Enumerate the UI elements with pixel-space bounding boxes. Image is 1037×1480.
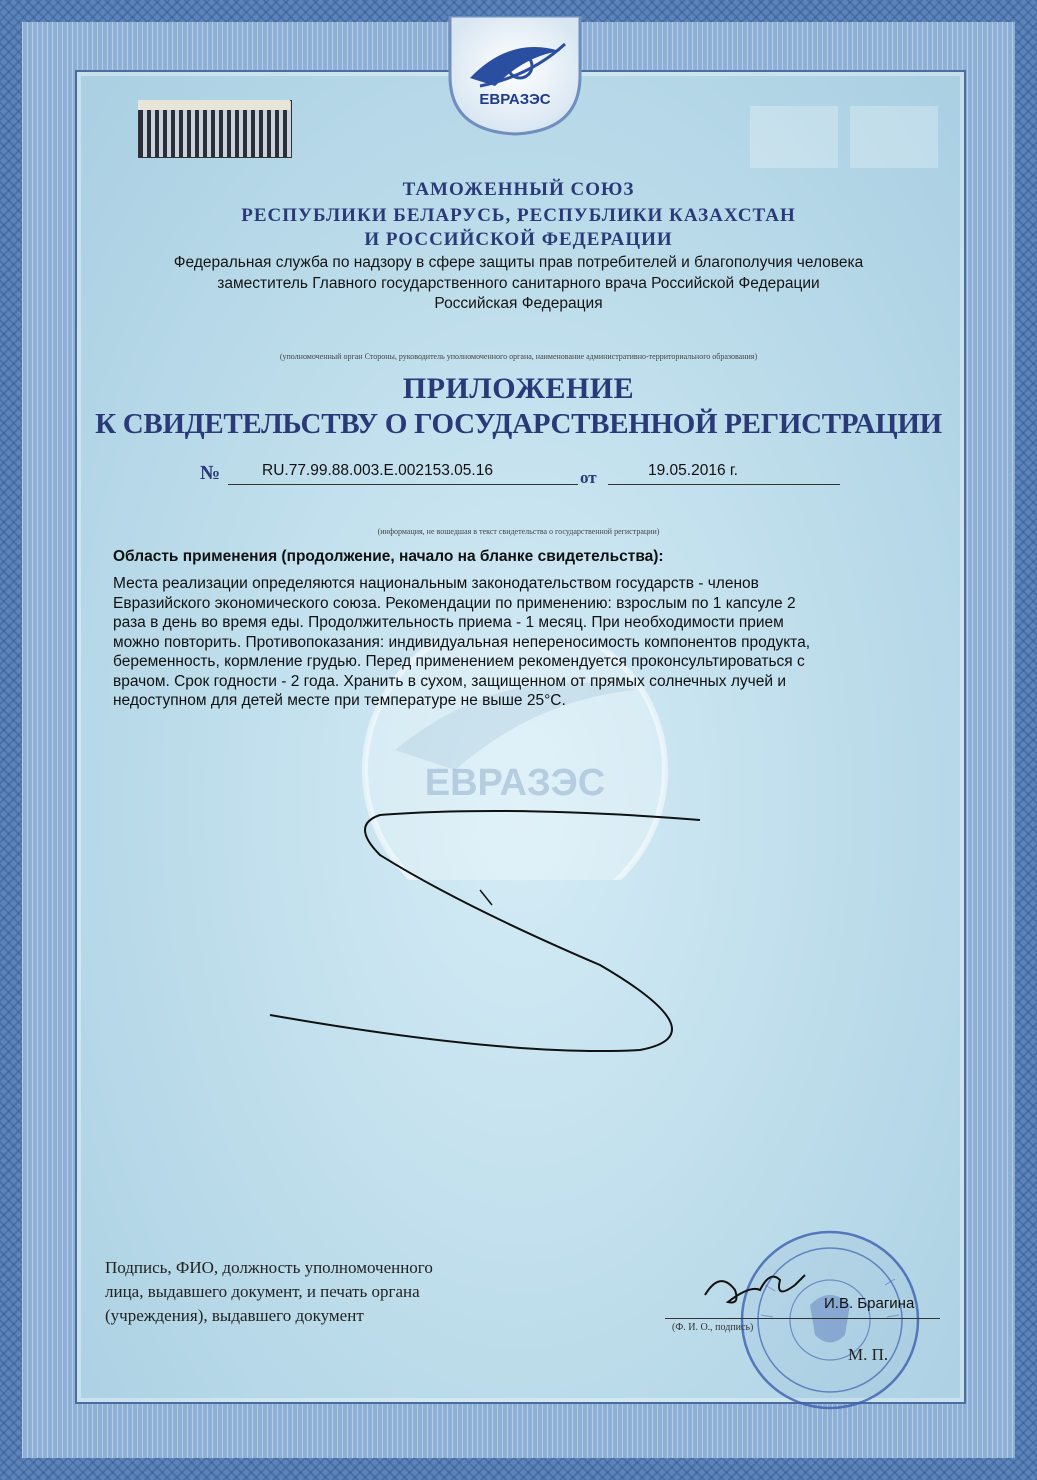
scope-line: Евразийского экономического союза. Рекомендации по применению: взрослым по 1 капсуле 2 <box>113 594 796 612</box>
security-mark <box>850 106 938 168</box>
document-title: ПРИЛОЖЕНИЕ <box>402 372 635 405</box>
info-caption: (информация, не вошедшая в текст свидетельства о государственной регистрации) <box>377 527 660 536</box>
scope-line: Места реализации определяются национальным законодательством государств - членов <box>113 575 759 592</box>
number-label: № <box>200 462 221 484</box>
union-title-line3: И РОССИЙСКОЙ ФЕДЕРАЦИИ <box>364 229 673 250</box>
scope-line: можно повторить. Противопоказания: индивидуальная непереносимость компонентов продукта, <box>113 633 811 651</box>
authority-line2: заместитель Главного государственного санитарного врача Российской Федерации <box>217 275 820 292</box>
signer-underline <box>665 1318 940 1319</box>
registration-date: 19.05.2016 г. <box>648 462 738 479</box>
z-stroke-signature <box>260 795 720 1055</box>
authority-caption: (уполномоченный орган Стороны, руководитель уполномоченного органа, наименование административно-территориального образования) <box>279 352 758 361</box>
signature-caption-line: (учреждения), выдавшего документ <box>105 1306 364 1325</box>
fio-caption: (Ф. И. О., подпись) <box>672 1322 754 1333</box>
signature-caption-line: Подпись, ФИО, должность уполномоченного <box>105 1258 433 1277</box>
signer-name: И.В. Брагина <box>824 1295 915 1312</box>
hologram-strip <box>138 100 290 110</box>
scope-line: раза в день во время еды. Продолжительность приема - 1 месяц. При необходимости прием <box>113 614 784 631</box>
union-title-line1: ТАМОЖЕННЫЙ СОЮЗ <box>402 179 635 200</box>
security-mark <box>750 106 838 168</box>
official-seal-icon <box>735 1225 925 1415</box>
signature-caption-line: лица, выдавшего документ, и печать органа <box>105 1282 420 1301</box>
registration-number: RU.77.99.88.003.E.002153.05.16 <box>262 462 493 479</box>
watermark-label: ЕВРАЗЭС <box>424 762 606 804</box>
authority-line1: Федеральная служба по надзору в сфере защиты прав потребителей и благополучия человека <box>173 254 864 271</box>
handwritten-signature <box>700 1260 810 1320</box>
signature-caption <box>105 1256 575 1328</box>
eurasec-emblem-icon <box>440 16 590 136</box>
union-title-line2: РЕСПУБЛИКИ БЕЛАРУСЬ, РЕСПУБЛИКИ КАЗАХСТАН <box>241 205 796 226</box>
number-underline <box>228 484 578 485</box>
scope-title: Область применения (продолжение, начало на бланке свидетельства): <box>113 548 664 565</box>
scope-line: врачом. Срок годности - 2 года. Хранить в сухом, защищенном от прямых солнечных лучей и <box>113 672 786 690</box>
date-label: от <box>580 468 597 487</box>
scope-line: беременность, кормление грудью. Перед применением рекомендуется проконсультироваться с <box>113 653 805 670</box>
document-subtitle: К СВИДЕТЕЛЬСТВУ О ГОСУДАРСТВЕННОЙ РЕГИСТРАЦИИ <box>95 408 942 440</box>
scope-line: недоступном для детей месте при температуре не выше 25°С. <box>113 692 566 709</box>
scope-body <box>113 574 933 711</box>
date-underline <box>608 484 840 485</box>
emblem-label: ЕВРАЗЭС <box>479 91 551 108</box>
stamp-label: М. П. <box>848 1345 889 1364</box>
authority-line3: Российская Федерация <box>434 295 603 312</box>
